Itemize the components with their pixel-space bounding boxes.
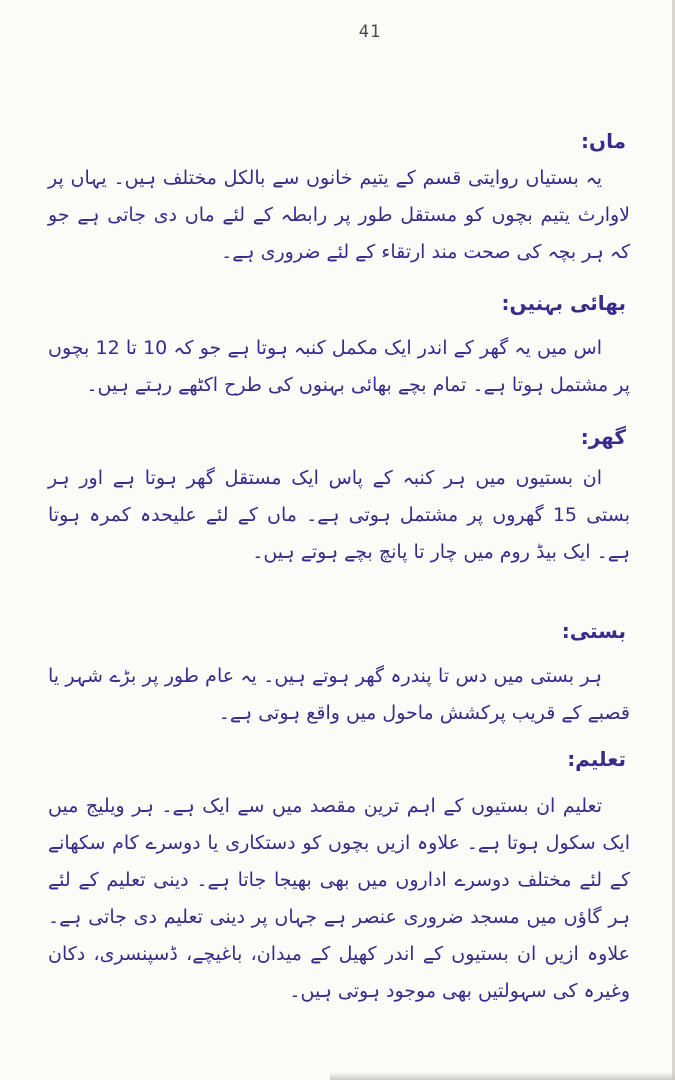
section-heading-village: بستی: bbox=[561, 619, 626, 643]
section-body-village: ہر بستی میں دس تا پندرہ گھر ہوتے ہیں۔ یہ عام طور پر بڑے شہر یا قصبے کے قریب پرکشش ماحول میں واقع ہوتی ہے۔ bbox=[48, 665, 630, 724]
page-edge-shadow bbox=[330, 1072, 675, 1080]
section-siblings bbox=[48, 286, 630, 404]
section-body-education: تعلیم ان بستیوں کے اہم ترین مقصد میں سے ایک ہے۔ ہر ویلیج میں ایک سکول ہوتا ہے۔ علاوہ ازیں بچوں کو دستکاری یا دوسرے کام سکھانے کے لئے مختلف دوسرے اداروں میں بھی بھیجا جاتا ہے۔ دینی تعلیم کے لئے ہر گاؤں میں مسجد ضروری عنصر ہے جہاں پر دینی تعلیم دی جاتی ہے۔ علاوہ ازیں ان بستیوں کے اندر کھیل کے میدان، باغیچے، ڈسپنسری، دکان وغیرہ کی سہولتیں بھی موجود ہوتی ہیں۔ bbox=[48, 795, 630, 1002]
section-home bbox=[48, 420, 630, 571]
section-education bbox=[48, 742, 630, 1010]
page-number: 41 bbox=[358, 22, 382, 42]
section-village bbox=[48, 614, 630, 732]
section-mother bbox=[48, 124, 630, 271]
section-heading-mother: ماں: bbox=[581, 129, 626, 153]
section-body-home: ان بستیوں میں ہر کنبہ کے پاس ایک مستقل گھر ہوتا ہے اور ہر بستی 15 گھروں پر مشتمل ہوتی ہے۔ ماں کے لئے علیحدہ کمرہ ہوتا ہے۔ ایک بیڈ روم میں چار تا پانچ بچے ہوتے ہیں۔ bbox=[48, 467, 631, 563]
section-heading-education: تعلیم: bbox=[567, 747, 626, 771]
section-heading-home: گھر: bbox=[580, 425, 626, 449]
section-body-siblings: اس میں یہ گھر کے اندر ایک مکمل کنبہ ہوتا ہے جو کہ 10 تا 12 بچوں پر مشتمل ہوتا ہے۔ تمام بچے بھائی بہنوں کی طرح اکٹھے رہتے ہیں۔ bbox=[48, 337, 630, 396]
section-body-mother: یہ بستیاں روایتی قسم کے یتیم خانوں سے بالکل مختلف ہیں۔ یہاں پر لاوارث یتیم بچوں کو مستقل طور پر رابطہ کے لئے ماں دی جاتی ہے جو کہ ہر بچہ کی صحت مند ارتقاء کے لئے ضروری ہے۔ bbox=[48, 167, 630, 263]
section-heading-siblings: بھائی بہنیں: bbox=[501, 291, 626, 315]
